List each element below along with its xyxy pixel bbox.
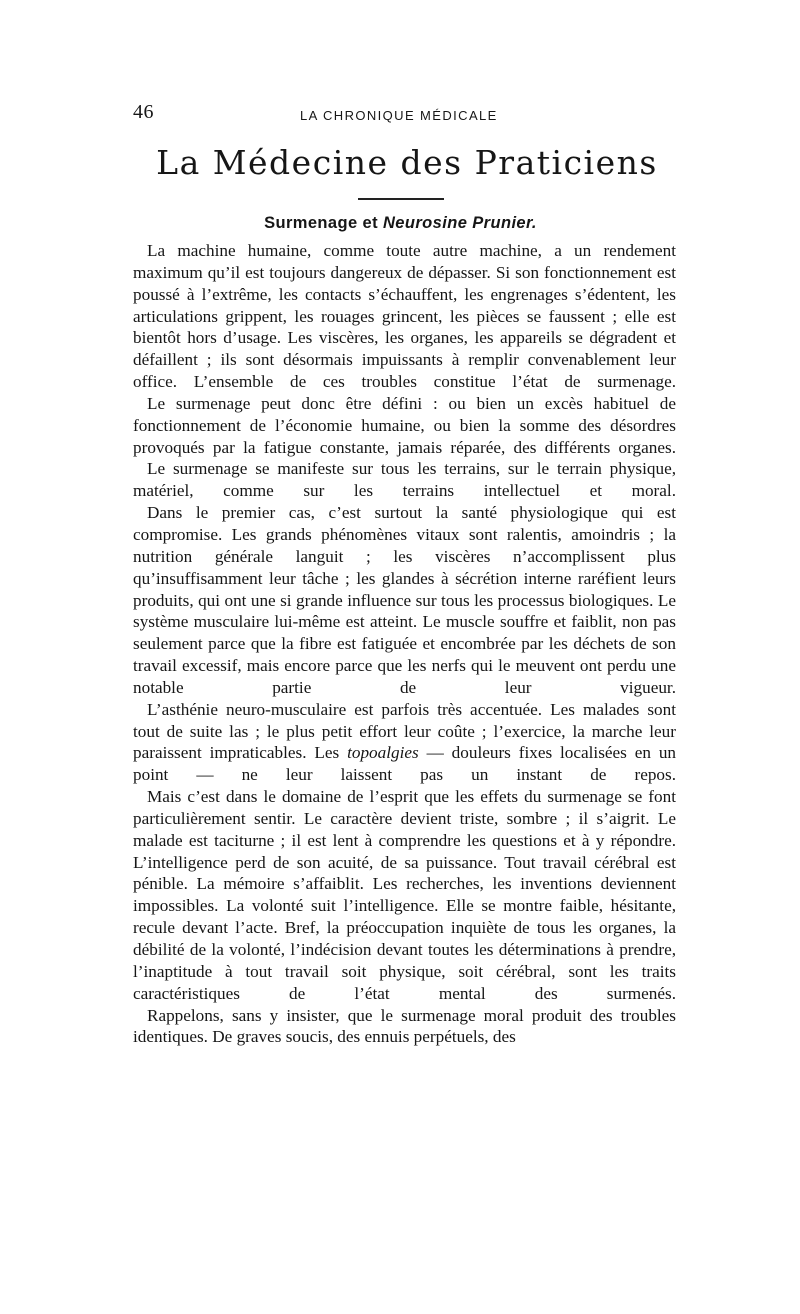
subtitle-bold: Surmenage et	[264, 214, 378, 232]
title-rule	[358, 198, 444, 200]
paragraph-5-italic-term: topoalgies	[347, 743, 419, 763]
paragraph-5-text-after: — douleurs fixes localisées en un point — ne leur laissent pas un instant de repos.	[133, 743, 677, 785]
subtitle-italic: Neurosine Prunier.	[382, 214, 537, 232]
paragraph-5-text-before: L’asthénie neuro-musculaire est parfois très accentuée. Les malades sont tout de suite las ; le plus petit effort leur coûte ; l’exercice, la marche leur paraissent impraticables. Les	[133, 699, 676, 763]
article-body	[133, 240, 676, 1048]
article-subtitle	[133, 214, 668, 233]
paragraph-5	[133, 699, 676, 786]
paragraph-4: Dans le premier cas, c’est surtout la santé physiologique qui est compromise. Les grands phénomènes vitaux sont ralentis, amoindris ; la nutrition générale languit ; les viscères n’accomplissent plus qu’insuffisamment leur tâche ; les glandes à sécrétion interne raréfient leurs produits, qui ont une si grande influence sur tous les processus biologiques. Le système musculaire lui-même est atteint. Le muscle souffre et faiblit, non pas seulement parce que la fibre est fatiguée et encombrée par les déchets de son travail excessif, mais encore parce que les nerfs qui le meuvent ont perdu une notable partie de leur vigueur.	[133, 503, 676, 697]
paragraph-2: Le surmenage peut donc être défini : ou bien un excès habituel de fonctionnement de l’économie humaine, ou bien la somme des désordres provoqués par la fatigue constante, jamais réparée, des différents organes.	[133, 393, 676, 457]
page-number: 46	[133, 101, 154, 123]
paragraph-1: La machine humaine, comme toute autre machine, a un rendement maximum qu’il est toujours dangereux de dépasser. Si son fonctionnement est poussé à l’extrême, les contacts s’échauffent, les engrenages s’édentent, les articulations grippent, les rouages grincent, les pièces se faussent ; elle est bientôt hors d’usage. Les viscères, les organes, les appareils se dégradent et défaillent ; ils sont désormais impuissants à remplir convenablement leur office. L’ensemble de ces troubles constitue l’état de surmenage.	[133, 241, 676, 392]
paragraph-6: Mais c’est dans le domaine de l’esprit que les effets du surmenage se font particulièrement sentir. Le caractère devient triste, sombre ; il s’aigrit. Le malade est taciturne ; il est lent à comprendre les questions et à y répondre. L’intelligence perd de son acuité, de sa puissance. Tout travail cérébral est pénible. La mémoire s’affaiblit. Les recherches, les inventions deviennent impossibles. La volonté suit l’intelligence. Elle se montre faible, hésitante, recule devant l’acte. Bref, la préoccupation inquiète de tous les organes, la débilité de la volonté, l’indécision devant toutes les déterminations à prendre, l’inaptitude à tout travail soit physique, soit cérébral, sont les traits caractéristiques de l’état mental des surmenés.	[133, 787, 676, 1003]
paragraph-3: Le surmenage se manifeste sur tous les terrains, sur le terrain physique, matériel, comme sur les terrains intellectuel et moral.	[133, 459, 676, 501]
paragraph-7: Rappelons, sans y insister, que le surmenage moral produit des troubles identiques. De graves soucis, des ennuis perpétuels, des	[133, 1005, 676, 1047]
running-head: LA CHRONIQUE MÉDICALE	[300, 108, 498, 123]
section-title: La Médecine des Praticiens	[156, 143, 658, 182]
